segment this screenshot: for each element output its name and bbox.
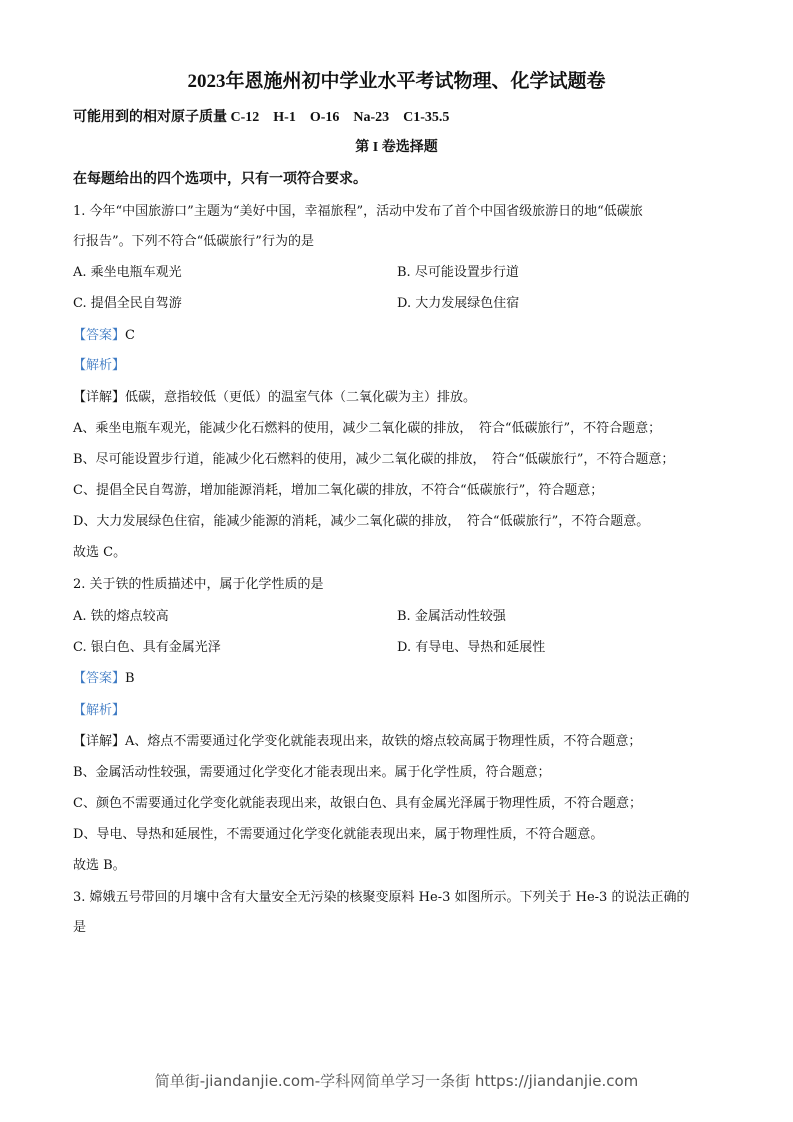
- q1-option-b: B. 尽可能设置步行道: [397, 265, 519, 280]
- footer-watermark: 简单街-jiandanjie.com-学科网简单学习一条街 https://jiandanjie.com: [154, 1072, 639, 1090]
- answer-value: B: [125, 671, 135, 686]
- q1-option-d: D. 大力发展绿色住宿: [397, 296, 520, 311]
- q2-explain-c: C、颜色不需要通过化学变化就能表现出来，故银白色、具有金属光泽属于物理性质，不符合题意；: [73, 796, 642, 811]
- q3-stem: 3. 嫦娥五号带回的月壤中含有大量安全无污染的核聚变原料 He-3 如图所示。下列关于 He-3 的说法正确的: [73, 890, 690, 905]
- instruction: 在每题给出的四个选项中，只有一项符合要求。: [73, 172, 367, 187]
- q1-analysis-tag: 【解析】: [73, 358, 126, 373]
- answer-tag: 【答案】: [73, 328, 126, 343]
- q1-option-a: A. 乘坐电瓶车观光: [73, 265, 182, 280]
- page-title: 2023年恩施州初中学业水平考试物理、化学试题卷: [187, 71, 606, 92]
- q1-conclusion: 故选 C。: [73, 545, 127, 560]
- answer-value: C: [125, 328, 135, 343]
- answer-tag: 【答案】: [73, 671, 126, 686]
- q1-option-c: C. 提倡全民自驾游: [73, 296, 182, 311]
- section-heading: 第 I 卷选择题: [355, 140, 438, 155]
- q2-option-c: C. 银白色、具有金属光泽: [73, 640, 221, 655]
- q1-explain-c: C、提倡全民自驾游，增加能源消耗，增加二氧化碳的排放，不符合“低碳旅行”，符合题意；: [73, 483, 604, 498]
- q2-option-b: B. 金属活动性较强: [397, 609, 506, 624]
- q2-explain-d: D、导电、导热和延展性，不需要通过化学变化就能表现出来，属于物理性质，不符合题意。: [73, 827, 604, 842]
- q2-option-d: D. 有导电、导热和延展性: [397, 640, 546, 655]
- q1-detail: [73, 389, 476, 407]
- q1-explain-d: D、大力发展绿色住宿，能减少能源的消耗，减少二氧化碳的排放， 符合“低碳旅行”，不符合题意。: [73, 514, 650, 529]
- q1-explain-b: B、尽可能设置步行道，能减少化石燃料的使用，减少二氧化碳的排放， 符合“低碳旅行”，不符合题意；: [73, 452, 675, 467]
- q1-explain-a: A、乘坐电瓶车观光，能减少化石燃料的使用，减少二氧化碳的排放， 符合“低碳旅行”，不符合题意；: [73, 421, 662, 436]
- detail-text: A、熔点不需要通过化学变化就能表现出来，故铁的熔点较高属于物理性质，不符合题意；: [125, 734, 642, 749]
- detail-tag: 【详解】: [73, 390, 126, 405]
- q2-stem: 2. 关于铁的性质描述中，属于化学性质的是: [73, 577, 324, 592]
- detail-tag: 【详解】: [73, 734, 126, 749]
- q2-analysis-tag: 【解析】: [73, 703, 126, 718]
- q3-stem-cont: 是: [73, 920, 87, 935]
- q2-conclusion: 故选 B。: [73, 858, 126, 873]
- q2-explain-b: B、金属活动性较强，需要通过化学变化才能表现出来。属于化学性质，符合题意；: [73, 765, 551, 780]
- detail-text: 低碳，意指较低（更低）的温室气体（二氧化碳为主）排放。: [125, 390, 477, 405]
- q1-stem: 1. 今年“中国旅游口”主题为“美好中国，幸福旅程”，活动中发布了首个中国省级旅游日的地“低碳旅: [73, 204, 643, 219]
- q2-detail: [73, 733, 641, 751]
- q1-answer: [73, 327, 135, 345]
- q1-stem-cont: 行报告”。下列不符合“低碳旅行”行为的是: [73, 234, 314, 249]
- atomic-masses: 可能用到的相对原子质量 C-12 H-1 O-16 Na-23 C1-35.5: [73, 110, 450, 125]
- q2-option-a: A. 铁的熔点较高: [73, 609, 169, 624]
- q2-answer: [73, 670, 135, 688]
